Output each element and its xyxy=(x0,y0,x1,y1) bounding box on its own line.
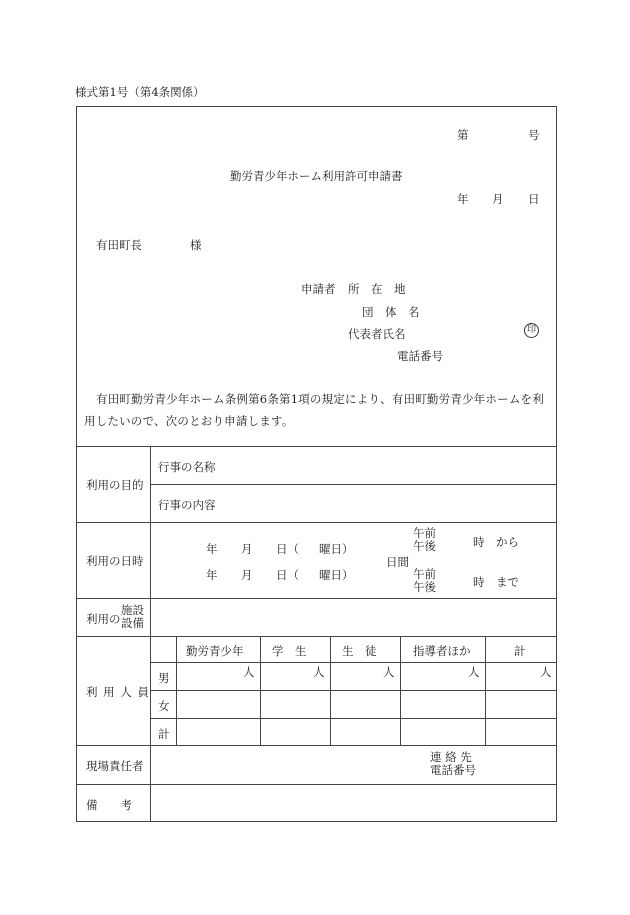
grid-line xyxy=(260,636,261,745)
event-name-label: 行事の名称 xyxy=(158,460,216,474)
users-header-students: 学 生 xyxy=(272,644,307,658)
duration-days: 日間 xyxy=(386,555,409,569)
facility-stack xyxy=(121,604,144,630)
facility-setsubi: 設備 xyxy=(121,616,144,630)
grid-line xyxy=(150,446,151,822)
users-row-total: 計 xyxy=(158,727,170,741)
grid-line xyxy=(76,446,557,447)
application-statement: 有田町勤労青少年ホーム条例第6条第1項の規定により、有田町勤労青少年ホームを利用したいので、次のとおり申請します。 xyxy=(84,392,544,428)
unit-leaders: 人 xyxy=(468,665,480,679)
start-youbi: 曜日） xyxy=(319,542,354,556)
grid-line xyxy=(176,636,177,745)
grid-line xyxy=(150,718,557,719)
datetime-label: 利用の日時 xyxy=(86,554,144,568)
users-row-female: 女 xyxy=(158,699,170,713)
onsite-contact: 連 絡 先 xyxy=(430,750,472,764)
end-hi: 日（ xyxy=(276,568,299,582)
grid-line xyxy=(76,522,557,523)
grid-line xyxy=(76,784,557,785)
grid-line xyxy=(76,745,557,746)
users-label: 利 用 人 員 xyxy=(86,685,150,699)
date-nen: 年 xyxy=(457,192,469,206)
onsite-manager-label: 現場責任者 xyxy=(86,759,144,773)
users-header-leaders: 指導者ほか xyxy=(413,644,471,658)
applicant-group-label: 団 体 名 xyxy=(362,305,420,319)
start-pm: 午後 xyxy=(413,539,436,553)
number-dai: 第 xyxy=(457,128,469,142)
grid-line xyxy=(150,662,557,663)
end-nen: 年 xyxy=(206,568,218,582)
start-hi: 日（ xyxy=(276,542,299,556)
start-ji-kara: 時 から xyxy=(473,535,519,549)
unit-students: 人 xyxy=(313,665,325,679)
remarks-label: 備 考 xyxy=(86,798,132,812)
facility-prefix: 利用の xyxy=(86,612,121,626)
users-header-pupils: 生 徒 xyxy=(342,644,377,658)
users-row-male: 男 xyxy=(158,671,170,685)
start-nen: 年 xyxy=(206,542,218,556)
start-ampm xyxy=(413,527,436,553)
unit-total: 人 xyxy=(540,665,552,679)
onsite-contact-stack xyxy=(430,751,476,777)
event-content-label: 行事の内容 xyxy=(158,498,216,512)
start-am: 午前 xyxy=(413,526,436,540)
facility-shisetsu: 施設 xyxy=(121,603,144,617)
grid-line xyxy=(150,484,557,485)
form-title: 勤労青少年ホーム利用許可申請書 xyxy=(230,169,403,183)
grid-line xyxy=(150,690,557,691)
grid-line xyxy=(485,636,486,745)
applicant-address-label: 所 在 地 xyxy=(348,282,406,296)
form-number-label: 様式第1号（第4条関係） xyxy=(75,85,205,99)
unit-workers: 人 xyxy=(243,665,255,679)
addressee-sama: 様 xyxy=(190,238,202,252)
end-youbi: 曜日） xyxy=(319,568,354,582)
applicant-label: 申請者 xyxy=(301,282,336,296)
end-ampm xyxy=(413,568,436,594)
addressee: 有田町長 xyxy=(96,238,142,252)
start-tsuki: 月 xyxy=(241,542,253,556)
end-pm: 午後 xyxy=(413,580,436,594)
users-header-workers: 勤労青少年 xyxy=(186,644,244,658)
grid-line xyxy=(330,636,331,745)
unit-pupils: 人 xyxy=(383,665,395,679)
users-header-total: 計 xyxy=(514,644,526,658)
onsite-phone: 電話番号 xyxy=(430,763,476,777)
end-tsuki: 月 xyxy=(241,568,253,582)
applicant-phone-label: 電話番号 xyxy=(397,349,443,363)
applicant-representative-label: 代表者氏名 xyxy=(348,327,406,341)
grid-line xyxy=(76,598,557,599)
end-am: 午前 xyxy=(413,567,436,581)
seal-mark: 印 xyxy=(524,323,539,338)
date-tsuki: 月 xyxy=(492,192,504,206)
date-hi: 日 xyxy=(528,192,540,206)
end-ji-made: 時 まで xyxy=(473,575,519,589)
grid-line xyxy=(400,636,401,745)
purpose-label: 利用の目的 xyxy=(86,478,144,492)
number-gou: 号 xyxy=(528,128,540,142)
